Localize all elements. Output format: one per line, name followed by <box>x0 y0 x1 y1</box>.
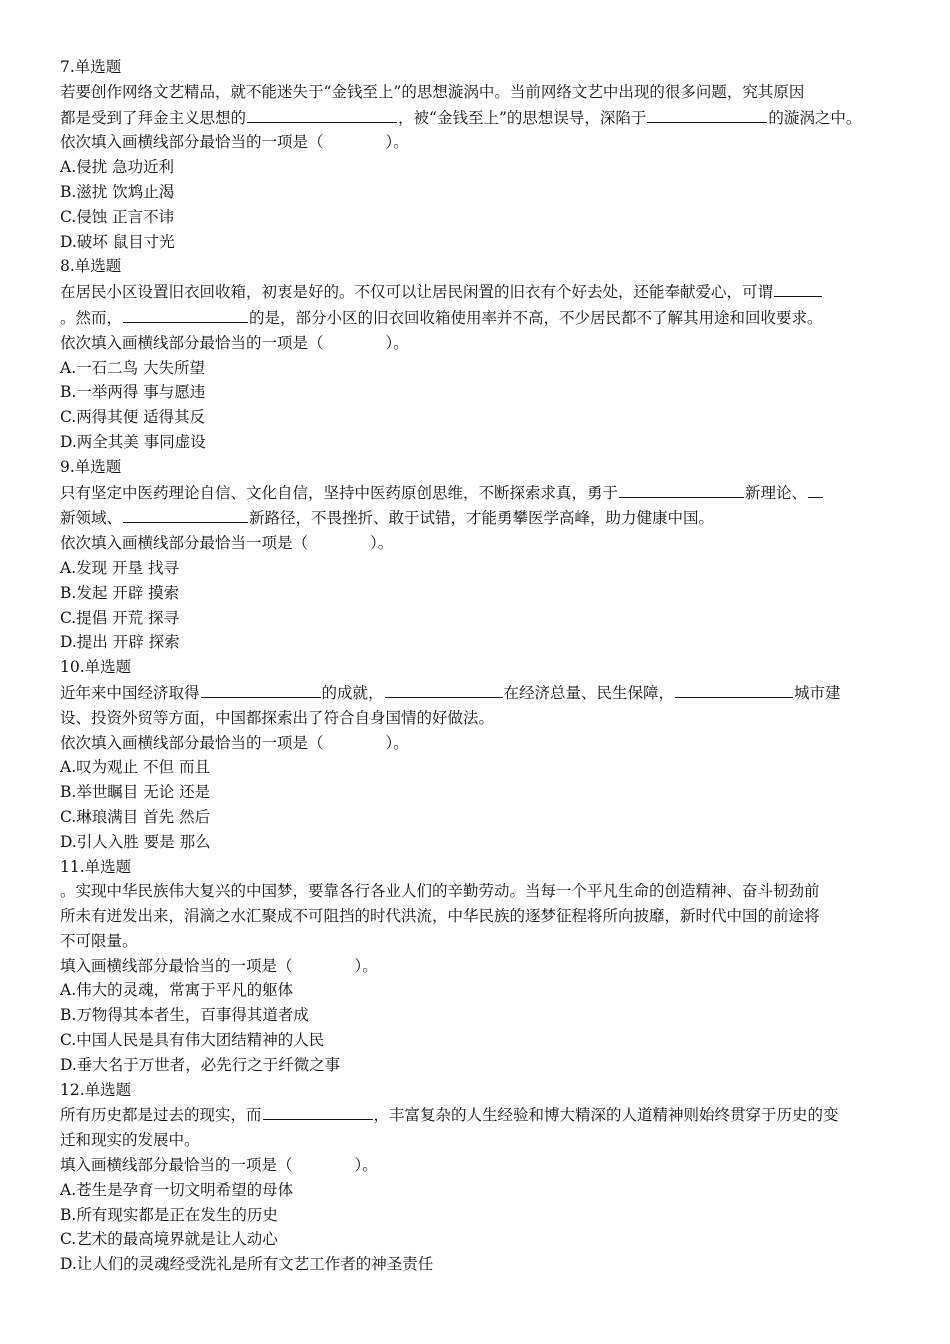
answer-blank <box>808 480 823 498</box>
option-d[interactable]: D.垂大名于万世者，必先行之于纤微之事 <box>60 1055 341 1074</box>
option-d[interactable]: D.提出 开辟 探索 <box>60 633 180 652</box>
answer-blank <box>201 680 321 698</box>
question-header: 7.单选题 <box>60 58 122 76</box>
answer-blank <box>675 680 793 698</box>
question-header: 12.单选题 <box>60 1080 132 1099</box>
option-a[interactable]: A.伟大的灵魂，常寓于平凡的躯体 <box>60 981 294 1000</box>
question-header: 11.单选题 <box>60 857 132 876</box>
question-header: 10.单选题 <box>60 658 132 677</box>
question-10 <box>60 655 900 854</box>
option-d[interactable]: D.让人们的灵魂经受洗礼是所有文艺工作者的神圣责任 <box>60 1255 434 1274</box>
answer-blank <box>247 105 397 123</box>
question-7 <box>60 55 900 254</box>
option-b[interactable]: B.一举两得 事与愿违 <box>60 383 206 402</box>
question-9 <box>60 455 900 655</box>
question-prompt: 依次填入画横线部分最恰当的一项是（ ）。 <box>60 333 409 352</box>
answer-blank <box>774 279 822 297</box>
answer-blank <box>619 480 744 498</box>
question-stem-line: 只有坚定中医药理论自信、文化自信，坚持中医药原创思维，不断探索求真，勇于 新理论、 <box>60 480 900 506</box>
answer-blank <box>123 305 248 323</box>
question-stem-line: 新领域、 新路径，不畏挫折、敢于试错，才能勇攀医学高峰，助力健康中国。 <box>60 505 900 531</box>
exam-page <box>60 55 900 1277</box>
question-8 <box>60 254 900 454</box>
question-stem-line: 迁和现实的发展中。 <box>60 1131 200 1150</box>
question-stem-line: 不可限量。 <box>60 931 138 950</box>
option-c[interactable]: C.提倡 开荒 探寻 <box>60 608 180 627</box>
option-b[interactable]: B.发起 开辟 摸索 <box>60 583 180 602</box>
question-11 <box>60 855 900 1078</box>
question-stem-line: 。实现中华民族伟大复兴的中国梦，要靠各行各业人们的辛勤劳动。当每一个平凡生命的创造精神、奋斗韧劲前 <box>60 882 820 901</box>
question-prompt: 填入画横线部分最恰当的一项是（ ）。 <box>60 1156 378 1175</box>
question-header: 8.单选题 <box>60 257 122 276</box>
option-d[interactable]: D.引人入胜 要是 那么 <box>60 832 211 851</box>
option-c[interactable]: C.琳琅满目 首先 然后 <box>60 807 211 826</box>
question-stem-line: 所有历史都是过去的现实，而 ，丰富复杂的人生经验和博大精深的人道精神则始终贯穿于历史的变 <box>60 1102 900 1128</box>
answer-blank <box>385 680 503 698</box>
answer-blank <box>123 505 248 523</box>
question-stem-line: 在居民小区设置旧衣回收箱，初衷是好的。不仅可以让居民闲置的旧衣有个好去处，还能奉献爱心，可谓 <box>60 279 900 305</box>
question-stem-line: 设、投资外贸等方面，中国都探索出了符合自身国情的好做法。 <box>60 708 495 727</box>
question-stem-line: 若要创作网络文艺精品，就不能迷失于“金钱至上”的思想漩涡中。当前网络文艺中出现的很多问题，究其原因 <box>60 82 805 101</box>
option-d[interactable]: D.两全其美 事同虚设 <box>60 432 206 451</box>
question-prompt: 依次填入画横线部分最恰当的一项是（ ）。 <box>60 133 409 152</box>
option-a[interactable]: A.发现 开垦 找寻 <box>60 558 179 577</box>
option-b[interactable]: B.滋扰 饮鸩止渴 <box>60 182 175 201</box>
answer-blank <box>647 105 767 123</box>
question-12 <box>60 1078 900 1277</box>
option-b[interactable]: B.举世瞩目 无论 还是 <box>60 783 211 802</box>
option-c[interactable]: C.侵蚀 正言不讳 <box>60 207 175 226</box>
option-a[interactable]: A.叹为观止 不但 而且 <box>60 758 210 777</box>
question-header: 9.单选题 <box>60 457 122 476</box>
question-stem-line: 近年来中国经济取得 的成就， 在经济总量、民生保障， 城市建 <box>60 680 900 706</box>
question-prompt: 填入画横线部分最恰当的一项是（ ）。 <box>60 956 378 975</box>
option-c[interactable]: C.中国人民是具有伟大团结精神的人民 <box>60 1031 325 1050</box>
option-a[interactable]: A.侵扰 急功近利 <box>60 158 175 177</box>
question-stem-line: 都是受到了拜金主义思想的 ，被“金钱至上”的思想误导，深陷于 的漩涡之中。 <box>60 105 900 131</box>
question-prompt: 依次填入画横线部分最恰当的一项是（ ）。 <box>60 733 409 752</box>
question-stem-line: 所未有迸发出来，涓滴之水汇聚成不可阻挡的时代洪流，中华民族的逐梦征程将所向披靡，新时代中国的前途将 <box>60 907 820 926</box>
question-prompt: 依次填入画横线部分最恰当一项是（ ）。 <box>60 534 394 553</box>
option-d[interactable]: D.破坏 鼠目寸光 <box>60 232 175 251</box>
option-a[interactable]: A.一石二鸟 大失所望 <box>60 358 206 377</box>
option-c[interactable]: C.两得其便 适得其反 <box>60 408 206 427</box>
option-c[interactable]: C.艺术的最高境界就是让人动心 <box>60 1230 278 1249</box>
question-stem-line: 。然而， 的是，部分小区的旧衣回收箱使用率并不高，不少居民都不了解其用途和回收要求。 <box>60 305 900 331</box>
answer-blank <box>263 1102 373 1120</box>
option-b[interactable]: B.万物得其本者生，百事得其道者成 <box>60 1006 309 1025</box>
option-b[interactable]: B.所有现实都是正在发生的历史 <box>60 1205 278 1224</box>
option-a[interactable]: A.苍生是孕育一切文明希望的母体 <box>60 1180 294 1199</box>
